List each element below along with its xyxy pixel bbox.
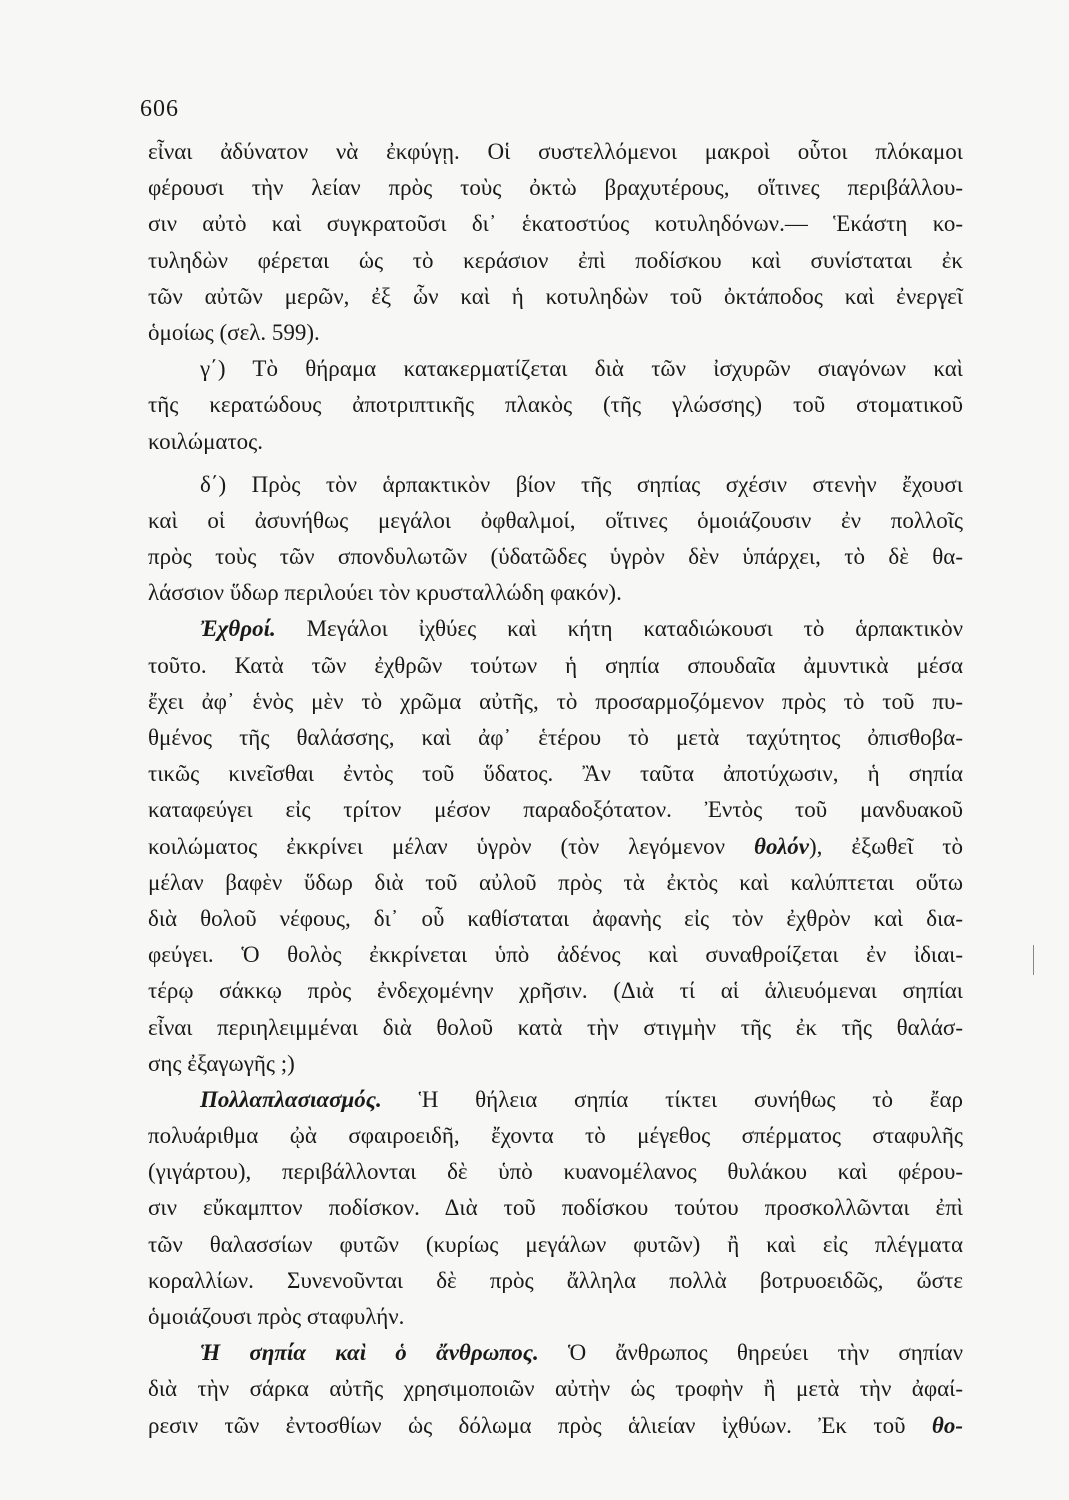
line-text: τέρῳ σάκκῳ πρὸς ἐνδεχομένην χρῆσιν. (Διὰ τί αἱ ἁλιευόμεναι σηπίαι — [148, 978, 963, 1004]
line-text: τῆς κερατώδους ἀποτριπτικῆς πλακὸς (τῆς γλώσσης) τοῦ στοματικοῦ — [148, 392, 963, 418]
text-line — [148, 279, 963, 315]
line-text: πολυάριθμα ᾠὰ σφαιροειδῆ, ἔχοντα τὸ μέγεθος σπέρματος σταφυλῆς — [148, 1123, 963, 1149]
text-line — [148, 756, 963, 792]
text-line — [148, 170, 963, 206]
scan-mark — [1033, 945, 1034, 975]
text-line — [148, 424, 963, 460]
line-text: (γιγάρτου), περιβάλλονται δὲ ὑπὸ κυανομέλανος θυλάκου καὶ φέρου- — [148, 1159, 963, 1185]
line-text: κοραλλίων. Συνενοῦνται δὲ πρὸς ἄλληλα πολλὰ βοτρυοειδῶς, ὥστε — [148, 1267, 963, 1293]
text-line — [148, 1371, 963, 1407]
text-line — [148, 351, 963, 387]
text-line — [148, 865, 963, 901]
text-line — [148, 575, 963, 611]
text-line — [148, 315, 963, 351]
text-line — [148, 720, 963, 756]
text-line — [148, 1190, 963, 1226]
line-text: τοῦτο. Κατὰ τῶν ἐχθρῶν τούτων ἡ σηπία σπουδαῖα ἀμυντικὰ μέσα — [148, 652, 963, 678]
line-text: σιν εὔκαμπτον ποδίσκον. Διὰ τοῦ ποδίσκου τούτου προσκολλῶνται ἐπὶ — [148, 1195, 963, 1221]
text-line — [148, 1263, 963, 1299]
bold-term: Ἐχθροί. — [200, 616, 276, 642]
line-text: κοιλώματος. — [148, 428, 264, 454]
line-text: διὰ θολοῦ νέφους, δι᾽ οὗ καθίσταται ἀφανὴς εἰς τὸν ἐχθρὸν καὶ δια- — [148, 905, 963, 931]
text-line — [148, 243, 963, 279]
body-text — [148, 134, 963, 1444]
line-text: τικῶς κινεῖσθαι ἐντὸς τοῦ ὕδατος. Ἂν ταῦτα ἀποτύχωσιν, ἡ σηπία — [148, 761, 963, 787]
text-line — [148, 1118, 963, 1154]
line-text: γ΄) Τὸ θήραμα κατακερματίζεται διὰ τῶν ἰσχυρῶν σιαγόνων καὶ — [200, 356, 963, 382]
bold-term: Πολλαπλασιασμός. — [200, 1086, 382, 1112]
text-line — [148, 1046, 963, 1082]
text-line — [148, 973, 963, 1009]
line-text: σιν αὐτὸ καὶ συγκρατοῦσι δι᾽ ἑκατοστύος κοτυληδόνων.— Ἑκάστη κο- — [148, 211, 963, 237]
line-text: τῶν αὐτῶν μερῶν, ἐξ ὧν καὶ ἡ κοτυληδὼν τοῦ ὀκτάποδος καὶ ἐνεργεῖ — [148, 283, 963, 309]
line-text: ρεσιν τῶν ἐντοσθίων ὡς δόλωμα πρὸς ἁλιείαν ἰχθύων. Ἐκ τοῦ — [148, 1412, 932, 1438]
bold-term: θολόν — [754, 833, 809, 859]
line-text: φέρουσι τὴν λείαν πρὸς τοὺς ὀκτὼ βραχυτέρους, οἵτινες περιβάλλου- — [148, 175, 963, 201]
line-text: λάσσιον ὕδωρ περιλούει τὸν κρυσταλλώδη φακόν). — [148, 580, 622, 606]
text-line — [148, 901, 963, 937]
text-line — [148, 937, 963, 973]
bold-term: Ἡ σηπία καὶ ὁ ἄνθρωπος. — [200, 1340, 539, 1366]
line-text: εἶναι ἀδύνατον νὰ ἐκφύγῃ. Οἱ συστελλόμενοι μακροὶ οὗτοι πλόκαμοι — [148, 139, 963, 164]
line-text: Μεγάλοι ἰχθύες καὶ κήτη καταδιώκουσι τὸ ἁρπακτικὸν — [275, 616, 963, 642]
text-line — [148, 684, 963, 720]
text-line — [148, 1010, 963, 1046]
line-text: δ΄) Πρὸς τὸν ἁρπακτικὸν βίον τῆς σηπίας σχέσιν στενὴν ἔχουσι — [200, 471, 963, 497]
line-text: θμένος τῆς θαλάσσης, καὶ ἀφ᾽ ἑτέρου τὸ μετὰ ταχύτητος ὀπισθοβα- — [148, 725, 963, 750]
text-line — [148, 611, 963, 647]
line-text: τῶν θαλασσίων φυτῶν (κυρίως μεγάλων φυτῶν) ἢ καὶ εἰς πλέγματα — [148, 1231, 963, 1257]
text-line — [148, 1154, 963, 1190]
line-text: πρὸς τοὺς τῶν σπονδυλωτῶν (ὑδατῶδες ὑγρὸν δὲν ὑπάρχει, τὸ δὲ θα- — [148, 544, 963, 570]
page-number: 606 — [140, 96, 179, 122]
text-line — [148, 1299, 963, 1335]
text-line — [148, 206, 963, 242]
text-line — [148, 792, 963, 828]
text-line — [148, 467, 963, 503]
text-line — [148, 1408, 963, 1444]
text-line — [148, 387, 963, 423]
line-text: ὁμοίως (σελ. 599). — [148, 319, 320, 345]
line-text: εἶναι περιηλειμμέναι διὰ θολοῦ κατὰ τὴν στιγμὴν τῆς ἐκ τῆς θαλάσ- — [148, 1014, 963, 1040]
text-line — [148, 539, 963, 575]
text-line — [148, 1227, 963, 1263]
line-text: καταφεύγει εἰς τρίτον μέσον παραδοξότατον. Ἐντὸς τοῦ μανδυακοῦ — [148, 797, 963, 823]
line-text: διὰ τὴν σάρκα αὐτῆς χρησιμοποιῶν αὐτὴν ὡς τροφὴν ἢ μετὰ τὴν ἀφαί- — [148, 1376, 963, 1402]
line-text: φεύγει. Ὁ θολὸς ἐκκρίνεται ὑπὸ ἀδένος καὶ συναθροίζεται ἐν ἰδιαι- — [148, 942, 963, 968]
line-text: σης ἐξαγωγῆς ;) — [148, 1050, 295, 1076]
line-text: μέλαν βαφὲν ὕδωρ διὰ τοῦ αὐλοῦ πρὸς τὰ ἐκτὸς καὶ καλύπτεται οὕτω — [148, 869, 963, 895]
text-line — [148, 1335, 963, 1371]
text-line — [148, 829, 963, 865]
text-line — [148, 134, 963, 170]
line-text: Ἡ θήλεια σηπία τίκτει συνήθως τὸ ἔαρ — [381, 1086, 963, 1112]
bold-term: θο- — [931, 1412, 963, 1438]
line-text: ὁμοιάζουσι πρὸς σταφυλήν. — [148, 1304, 405, 1329]
line-text: κοιλώματος ἐκκρίνει μέλαν ὑγρὸν (τὸν λεγόμενον — [148, 833, 754, 859]
line-text: Ὁ ἄνθρωπος θηρεύει τὴν σηπίαν — [538, 1340, 963, 1366]
line-text: τυληδὼν φέρεται ὡς τὸ κεράσιον ἐπὶ ποδίσκου καὶ συνίσταται ἐκ — [148, 247, 963, 273]
line-text: καὶ οἱ ἀσυνήθως μεγάλοι ὀφθαλμοί, οἵτινες ὁμοιάζουσιν ἐν πολλοῖς — [148, 507, 963, 533]
text-line — [148, 648, 963, 684]
text-line — [148, 503, 963, 539]
line-text: ), ἐξωθεῖ τὸ — [808, 833, 963, 859]
text-line — [148, 1082, 963, 1118]
line-text: ἔχει ἀφ᾽ ἑνὸς μὲν τὸ χρῶμα αὐτῆς, τὸ προσαρμοζόμενον πρὸς τὸ τοῦ πυ- — [148, 688, 963, 714]
